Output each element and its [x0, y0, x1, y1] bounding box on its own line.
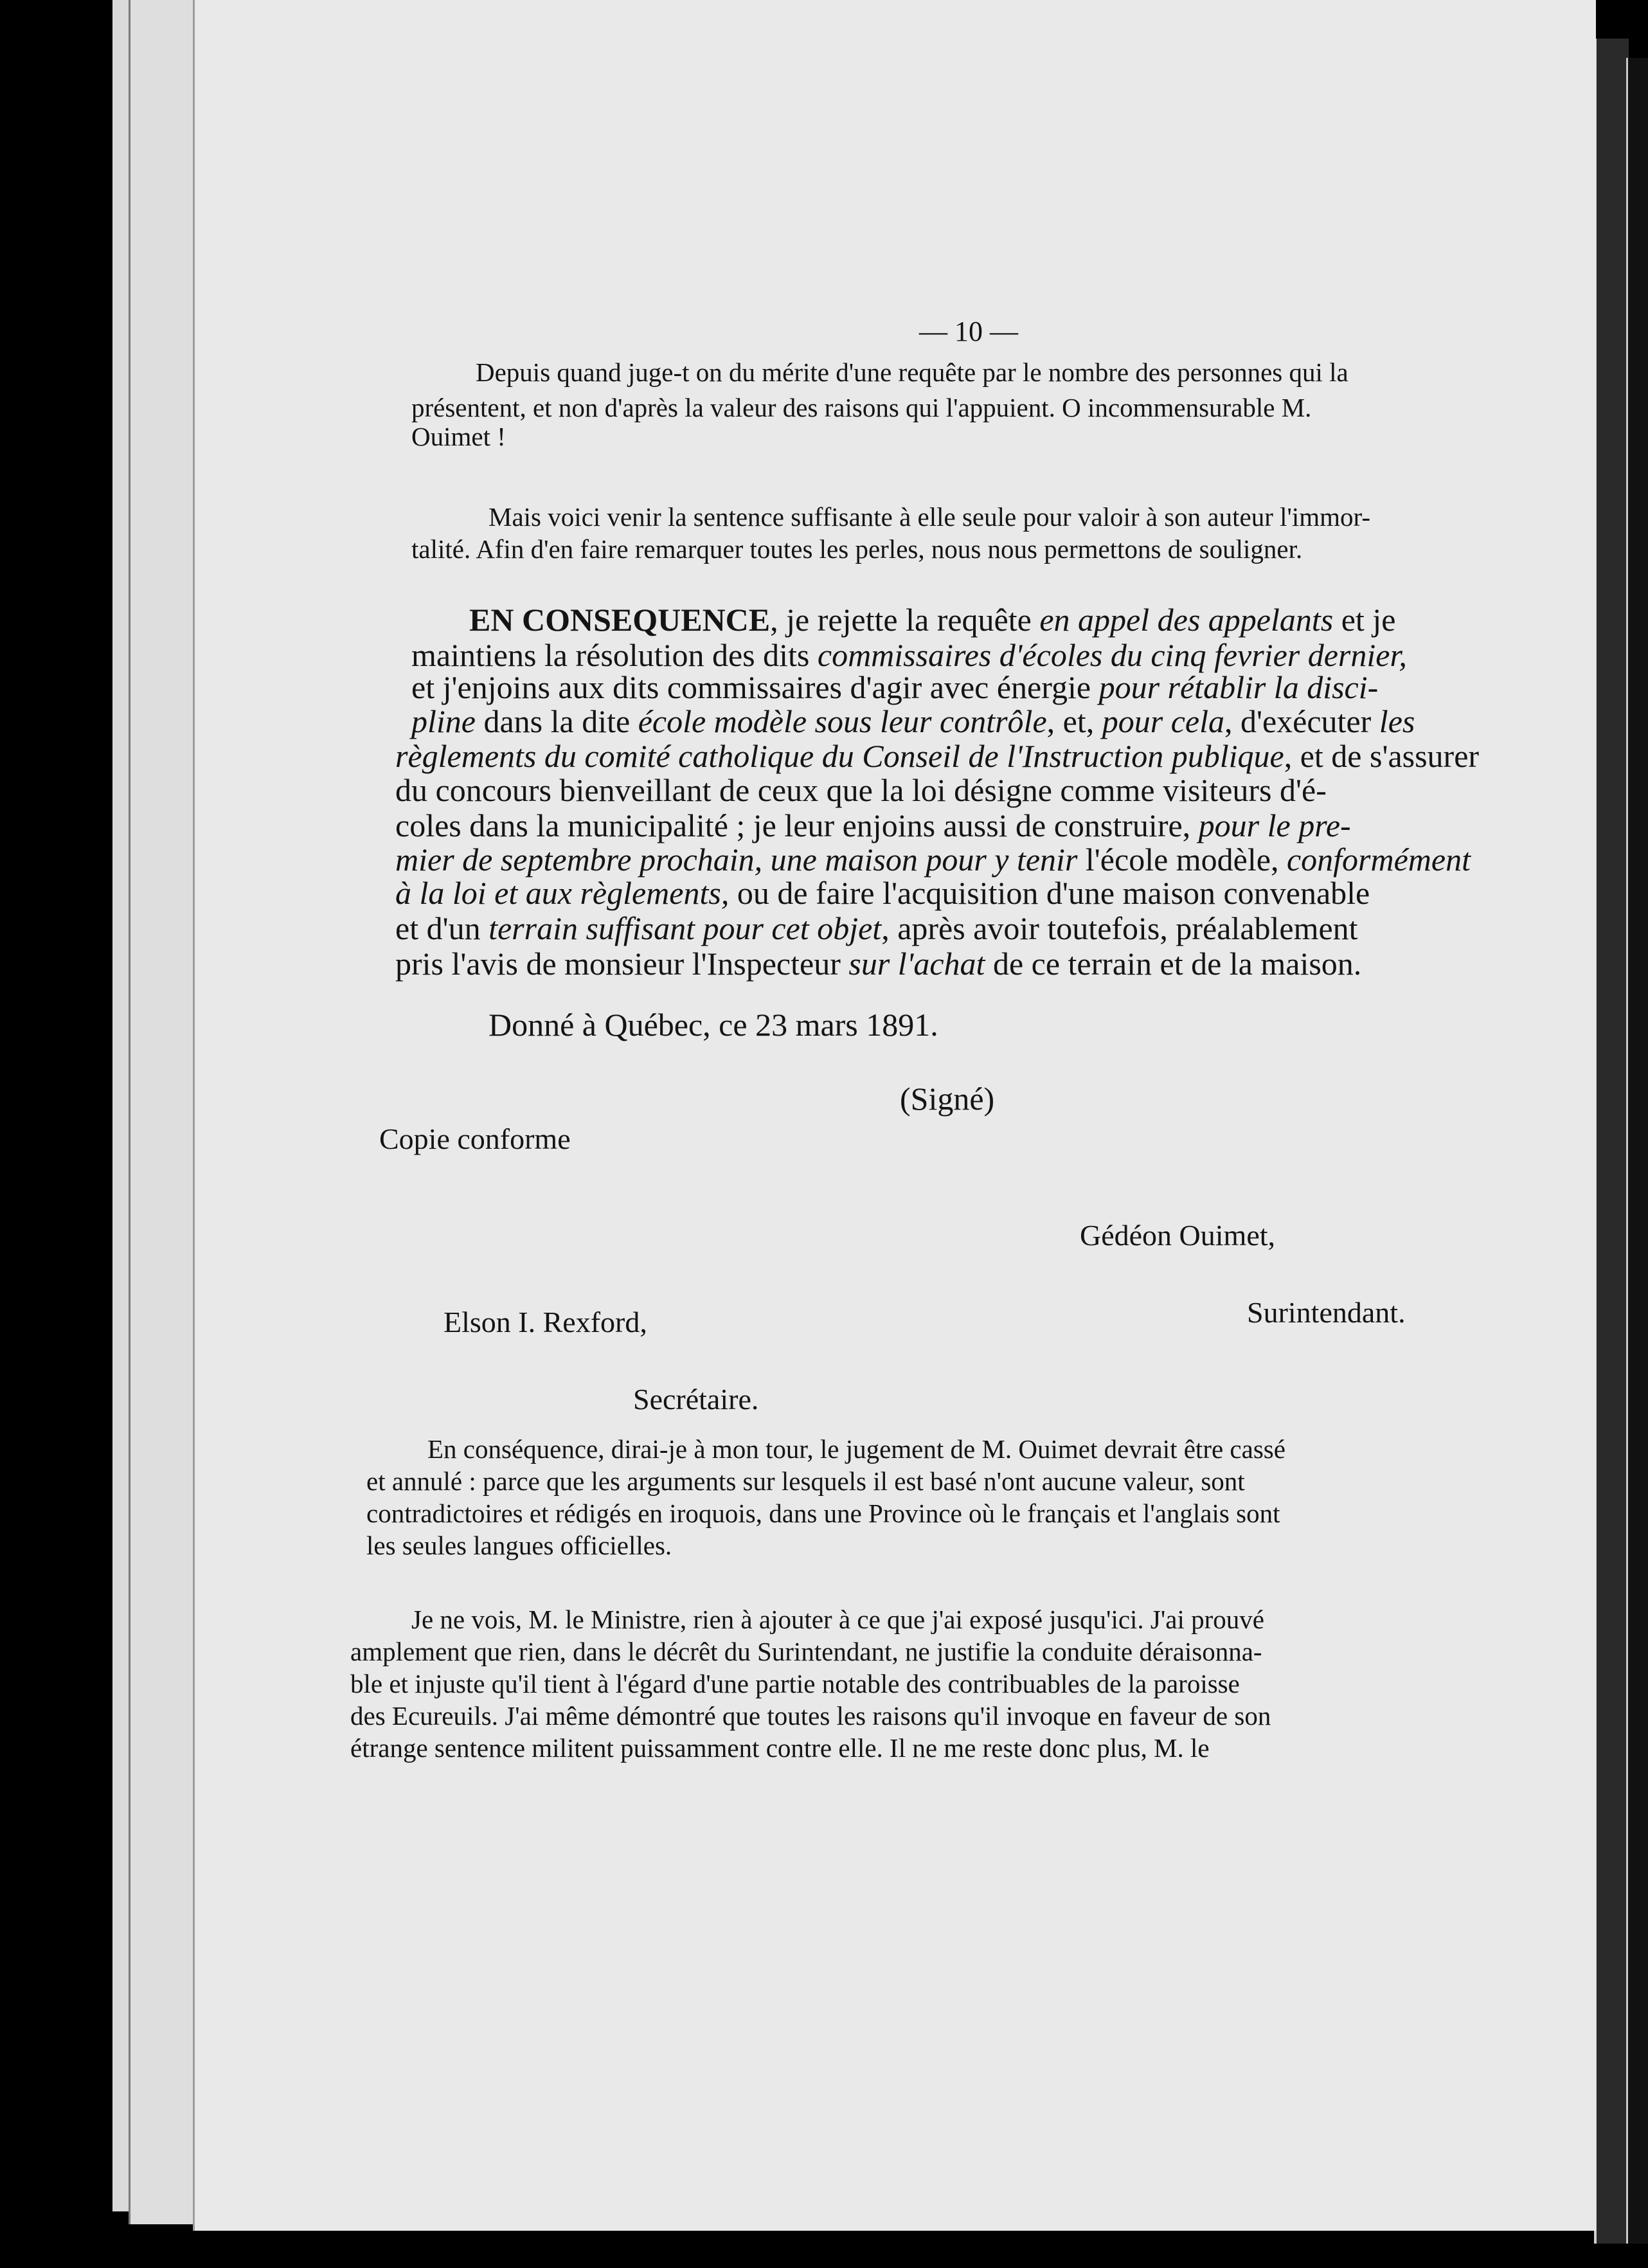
text-line: En conséquence, dirai-je à mon tour, le jugement de M. Ouimet devrait être cassé: [427, 1434, 1285, 1464]
decision-segment: mier de septembre prochain, une maison pour y tenir: [395, 842, 1078, 878]
decision-line: [395, 874, 1370, 912]
decision-segment: pline: [411, 703, 476, 739]
decision-segment: dans la dite: [475, 703, 638, 739]
signed-label: (Signé): [900, 1081, 995, 1117]
decision-segment: en appel des appelants: [1039, 602, 1334, 638]
decision-segment: du concours bienveillant de ceux que la loi désigne comme visiteurs d'é-: [395, 772, 1327, 808]
given-date: Donné à Québec, ce 23 mars 1891.: [488, 1007, 938, 1043]
decision-segment: école modèle sous leur contrôle: [638, 703, 1047, 739]
decision-segment: et j'enjoins aux dits commissaires d'agir avec énergie: [411, 669, 1099, 705]
decision-line: [395, 737, 1479, 775]
text-line: Je ne vois, M. le Ministre, rien à ajouter à ce que j'ai exposé jusqu'ici. J'ai prouvé: [411, 1605, 1264, 1634]
text-line: contradictoires et rédigés en iroquois, dans une Province où le français et l'anglais sont: [366, 1498, 1280, 1528]
decision-segment: les: [1379, 703, 1415, 739]
decision-segment: et d'un: [395, 910, 489, 946]
page-number: — 10 —: [919, 316, 1018, 347]
signatory-title: Surintendant.: [1247, 1296, 1406, 1329]
secretary-name: Elson I. Rexford,: [443, 1306, 647, 1338]
decision-segment: règlements du comité catholique du Conseil de l'Instruction publique: [395, 738, 1284, 774]
decision-line: [395, 841, 1471, 878]
decision-segment: conformément: [1286, 842, 1471, 878]
secretary-title: Secrétaire.: [633, 1383, 759, 1416]
decision-segment: EN CONSEQUENCE: [469, 602, 771, 638]
text-line: Mais voici venir la sentence suffisante à elle seule pour valoir à son auteur l'immor-: [488, 502, 1371, 532]
decision-segment: et je: [1333, 602, 1396, 638]
text-line: présentent, et non d'après la valeur des raisons qui l'appuient. O incommensurable M.: [411, 393, 1312, 422]
decision-segment: pour le pre-: [1198, 807, 1351, 843]
copy-conforme: Copie conforme: [379, 1122, 571, 1155]
decision-line: [395, 771, 1327, 809]
text-line: ble et injuste qu'il tient à l'égard d'une partie notable des contribuables de la paroisse: [350, 1669, 1240, 1698]
decision-segment: ou de faire l'acquisition d'une maison convenable: [729, 875, 1370, 911]
decision-line: [395, 945, 1361, 982]
decision-segment: , je rejette la requête: [770, 602, 1040, 638]
decision-segment: , et,: [1046, 703, 1102, 739]
text-line: étrange sentence militent puissamment contre elle. Il ne me reste donc plus, M. le: [350, 1733, 1210, 1763]
decision-segment: l'école modèle,: [1077, 842, 1287, 878]
decision-line: [395, 910, 1358, 947]
decision-line: [411, 669, 1378, 706]
text-line: talité. Afin d'en faire remarquer toutes les perles, nous nous permettons de souligner.: [411, 534, 1303, 564]
decision-segment: , d'exécuter: [1224, 703, 1379, 739]
decision-segment: pour cela: [1102, 703, 1224, 739]
decision-segment: pris l'avis de monsieur l'Inspecteur: [395, 946, 849, 982]
decision-line: [411, 703, 1415, 740]
text-line: des Ecureuils. J'ai même démontré que toutes les raisons qu'il invoque en faveur de son: [350, 1701, 1271, 1731]
document-page: [193, 0, 1596, 2231]
decision-line: [395, 807, 1351, 844]
decision-segment: de ce terrain et de la maison.: [985, 946, 1362, 982]
decision-segment: sur l'achat: [848, 946, 985, 982]
decision-line: [469, 601, 1395, 638]
decision-segment: pour rétablir la disci-: [1098, 669, 1379, 705]
decision-segment: , et de s'assurer: [1284, 738, 1480, 774]
page-right-edge: [1594, 39, 1629, 2244]
decision-segment: à la loi et aux règlements,: [395, 875, 730, 911]
decision-segment: , après avoir toutefois, préalablement: [881, 910, 1358, 946]
text-line: les seules langues officielles.: [366, 1531, 672, 1560]
page-back-edge: [1626, 58, 1648, 2244]
decision-segment: coles dans la municipalité ; je leur enjoins aussi de construire,: [395, 807, 1199, 843]
decision-segment: terrain suffisant pour cet objet: [488, 910, 882, 946]
text-line: Ouimet !: [411, 422, 506, 451]
signatory-name: Gédéon Ouimet,: [1080, 1219, 1276, 1252]
decision-segment: maintiens la résolution des dits: [411, 637, 818, 673]
decision-segment: commissaires d'écoles du cinq fevrier dernier,: [817, 637, 1407, 673]
text-line: amplement que rien, dans le décrêt du Surintendant, ne justifie la conduite déraisonna-: [350, 1637, 1262, 1666]
text-line: et annulé : parce que les arguments sur lesquels il est basé n'ont aucune valeur, sont: [366, 1466, 1245, 1496]
text-line: Depuis quand juge-t on du mérite d'une requête par le nombre des personnes qui la: [476, 357, 1348, 387]
